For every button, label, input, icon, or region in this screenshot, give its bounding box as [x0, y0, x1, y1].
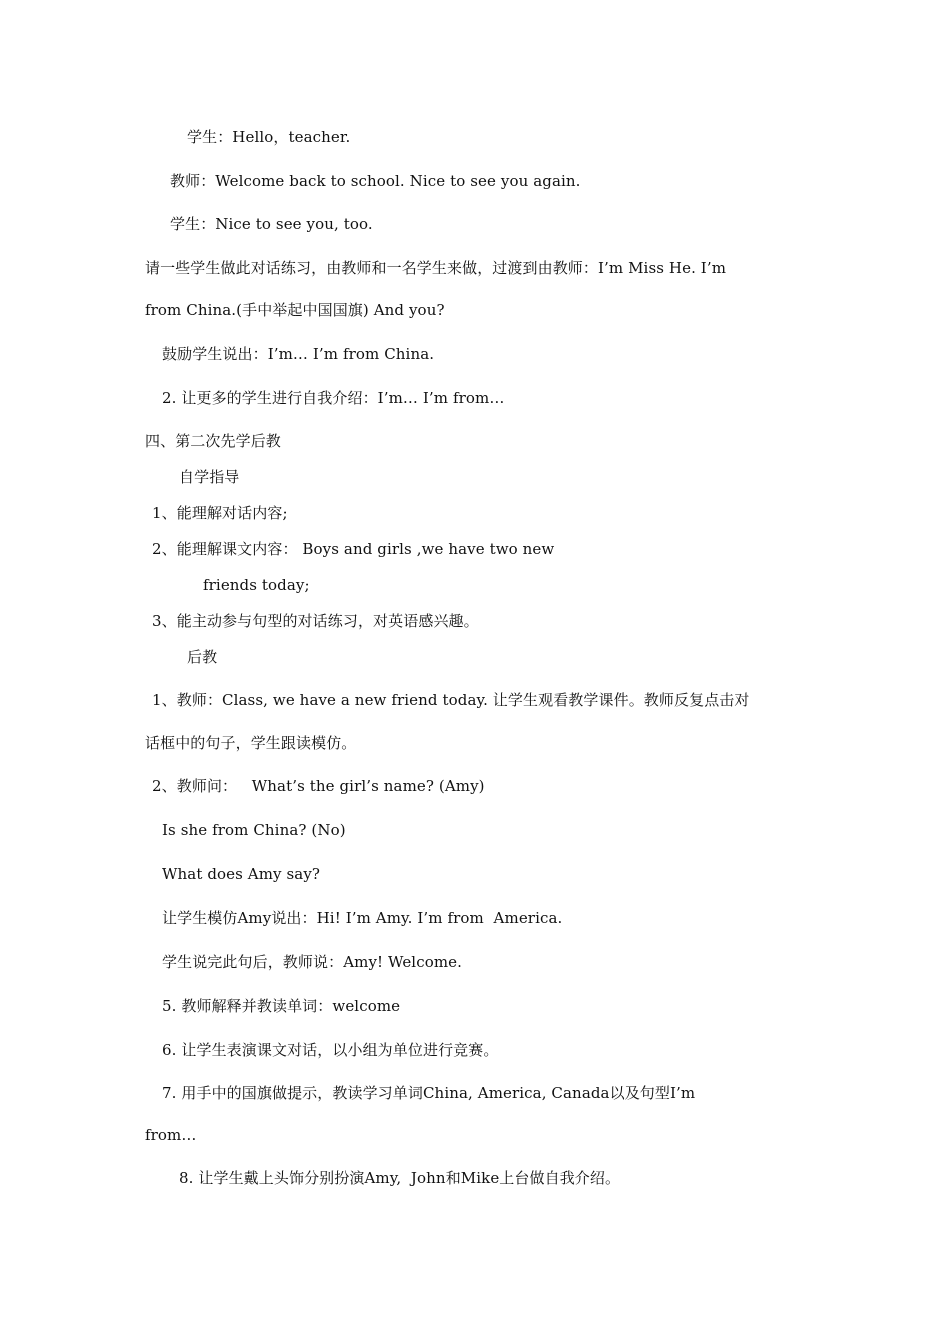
- teach-item-1-line-2: 话框中的句子，学生跟读模仿。: [145, 734, 357, 752]
- dialogue-student-hello: 学生：Hello，teacher.: [187, 128, 351, 146]
- paragraph-practice-line-2: from China.(手中举起中国国旗) And you?: [145, 301, 445, 319]
- subheading-teach: 后教: [187, 648, 218, 666]
- study-item-2-cont: friends today;: [203, 576, 310, 594]
- imitate-amy-line: 让学生模仿Amy说出：Hi! I’m Amy. I’m from America.: [162, 909, 563, 927]
- study-item-1: 1、能理解对话内容;: [152, 504, 288, 522]
- item-7-flags-line-1: 7. 用手中的国旗做提示，教读学习单词China, America, Canada以及句型I’m: [162, 1084, 696, 1102]
- dialogue-teacher-welcome: 教师：Welcome back to school. Nice to see you again.: [170, 172, 581, 190]
- dialogue-student-nice: 学生：Nice to see you, too.: [170, 215, 373, 233]
- question-amy-say: What does Amy say?: [162, 865, 321, 883]
- paragraph-practice-line-1: 请一些学生做此对话练习，由教师和一名学生来做，过渡到由教师：I’m Miss He. I’m: [145, 259, 727, 277]
- teach-item-1-line-1: 1、教师：Class, we have a new friend today. 让学生观看教学课件。教师反复点击对: [152, 691, 750, 709]
- subheading-self-study: 自学指导: [179, 468, 240, 486]
- teach-item-2: 2、教师问： What’s the girl’s name? (Amy): [152, 777, 485, 795]
- item-8-roleplay: 8. 让学生戴上头饰分别扮演Amy, John和Mike上台做自我介绍。: [179, 1169, 621, 1187]
- teacher-welcome-line: 学生说完此句后，教师说：Amy! Welcome.: [162, 953, 462, 971]
- item-7-flags-line-2: from…: [145, 1126, 197, 1144]
- item-6-perform: 6. 让学生表演课文对话，以小组为单位进行竞赛。: [162, 1041, 499, 1059]
- study-item-2: 2、能理解课文内容： Boys and girls ,we have two new: [152, 540, 555, 558]
- section-heading-four: 四、第二次先学后教: [145, 432, 281, 450]
- question-china: Is she from China? (No): [162, 821, 346, 839]
- study-item-3: 3、能主动参与句型的对话练习，对英语感兴趣。: [152, 612, 479, 630]
- encourage-line: 鼓励学生说出：I’m… I’m from China.: [162, 345, 435, 363]
- item-5-welcome: 5. 教师解释并教读单词：welcome: [162, 997, 401, 1015]
- item-2-self-intro: 2. 让更多的学生进行自我介绍：I’m… I’m from…: [162, 389, 505, 407]
